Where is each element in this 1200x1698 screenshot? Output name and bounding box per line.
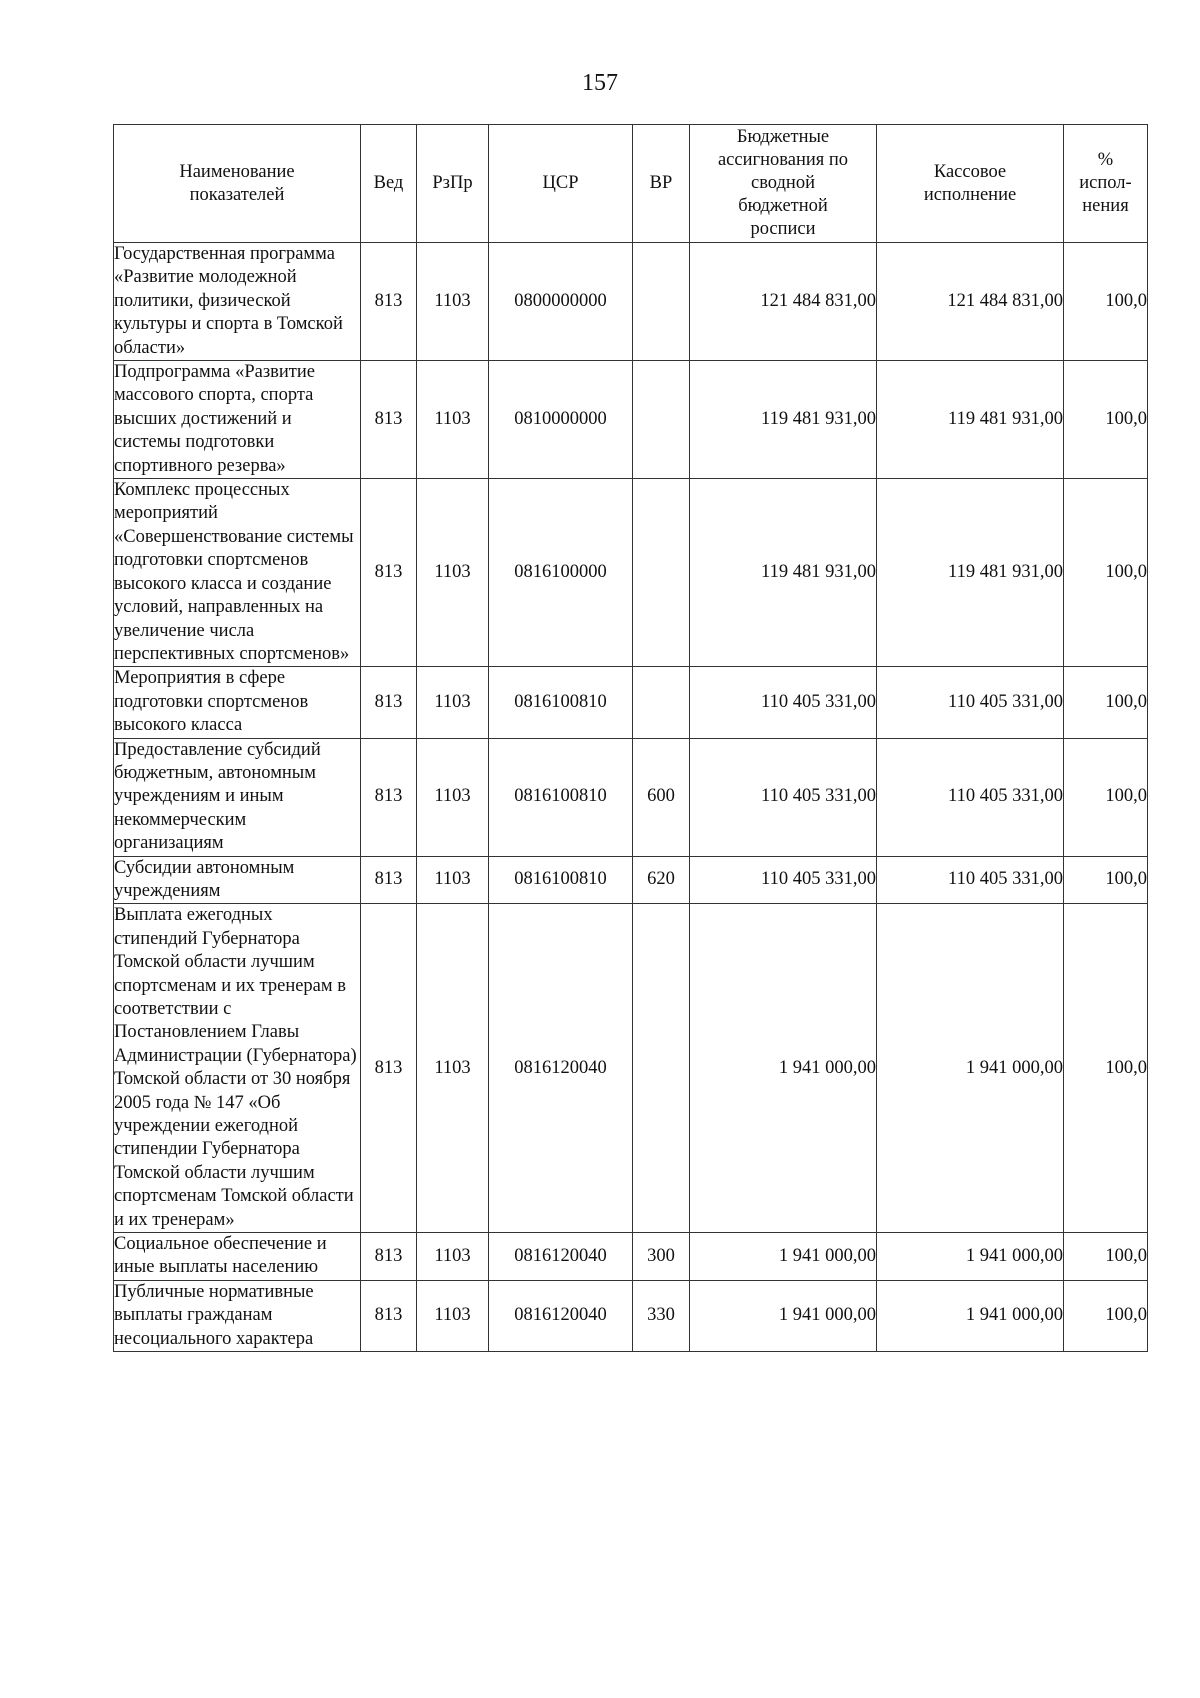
row-vr-cell: [633, 361, 690, 479]
row-name-cell: Предоставление субсидий бюджетным, автономным учреждениям и иным некоммерческим организациям: [114, 738, 361, 856]
row-executed-cell: 1 941 000,00: [877, 1280, 1064, 1351]
row-name-cell: Социальное обеспечение и иные выплаты населению: [114, 1233, 361, 1281]
row-percent-cell: 100,0: [1064, 479, 1148, 667]
row-percent-cell: 100,0: [1064, 243, 1148, 361]
row-executed-cell: 121 484 831,00: [877, 243, 1064, 361]
row-assigned-cell: 110 405 331,00: [690, 667, 877, 738]
row-csr-cell: 0816100810: [489, 738, 633, 856]
row-rzpr-cell: 1103: [417, 1280, 489, 1351]
table-row: [114, 904, 1148, 1233]
row-assigned-cell: 119 481 931,00: [690, 479, 877, 667]
row-ved-cell: 813: [361, 243, 417, 361]
row-assigned-cell: 1 941 000,00: [690, 904, 877, 1233]
row-name-cell: Выплата ежегодных стипендий Губернатора Томской области лучшим спортсменам и их тренерам в соответствии с Постановлением Главы Администрации (Губернатора) Томской области от 30 ноября 2005 года № 147 «Об учреждении ежегодной стипендии Губернатора Томской области лучшим спортсменам Томской области и их тренерам»: [114, 904, 361, 1233]
budget-execution-table: [113, 124, 1148, 1352]
row-percent-cell: 100,0: [1064, 1233, 1148, 1281]
row-csr-cell: 0816100000: [489, 479, 633, 667]
table-row: [114, 243, 1148, 361]
row-executed-cell: 1 941 000,00: [877, 904, 1064, 1233]
header-ved: Вед: [361, 125, 417, 243]
row-rzpr-cell: 1103: [417, 479, 489, 667]
row-ved-cell: 813: [361, 1280, 417, 1351]
row-assigned-cell: 1 941 000,00: [690, 1280, 877, 1351]
row-name-cell: Государственная программа «Развитие молодежной политики, физической культуры и спорта в Томской области»: [114, 243, 361, 361]
table-header-row: [114, 125, 1148, 243]
row-csr-cell: 0816100810: [489, 856, 633, 904]
table-row: [114, 667, 1148, 738]
row-csr-cell: 0810000000: [489, 361, 633, 479]
table-row: [114, 1280, 1148, 1351]
row-percent-cell: 100,0: [1064, 738, 1148, 856]
header-csr: ЦСР: [489, 125, 633, 243]
table-row: [114, 479, 1148, 667]
row-name-cell: Подпрограмма «Развитие массового спорта, спорта высших достижений и системы подготовки спортивного резерва»: [114, 361, 361, 479]
row-vr-cell: [633, 243, 690, 361]
row-executed-cell: 119 481 931,00: [877, 361, 1064, 479]
row-percent-cell: 100,0: [1064, 361, 1148, 479]
row-rzpr-cell: 1103: [417, 738, 489, 856]
row-executed-cell: 119 481 931,00: [877, 479, 1064, 667]
row-ved-cell: 813: [361, 856, 417, 904]
row-percent-cell: 100,0: [1064, 904, 1148, 1233]
row-percent-cell: 100,0: [1064, 667, 1148, 738]
row-ved-cell: 813: [361, 904, 417, 1233]
row-assigned-cell: 119 481 931,00: [690, 361, 877, 479]
row-name-cell: Субсидии автономным учреждениям: [114, 856, 361, 904]
row-executed-cell: 110 405 331,00: [877, 667, 1064, 738]
row-rzpr-cell: 1103: [417, 904, 489, 1233]
row-vr-cell: 300: [633, 1233, 690, 1281]
table-row: [114, 738, 1148, 856]
row-executed-cell: 1 941 000,00: [877, 1233, 1064, 1281]
page-number: 157: [582, 70, 618, 96]
row-name-cell: Комплекс процессных мероприятий «Совершенствование системы подготовки спортсменов высокого класса и создание условий, направленных на увеличение числа перспективных спортсменов»: [114, 479, 361, 667]
table-row: [114, 361, 1148, 479]
table-row: [114, 856, 1148, 904]
row-ved-cell: 813: [361, 667, 417, 738]
row-executed-cell: 110 405 331,00: [877, 738, 1064, 856]
row-csr-cell: 0816120040: [489, 904, 633, 1233]
row-ved-cell: 813: [361, 479, 417, 667]
row-rzpr-cell: 1103: [417, 1233, 489, 1281]
row-rzpr-cell: 1103: [417, 361, 489, 479]
row-assigned-cell: 110 405 331,00: [690, 738, 877, 856]
row-assigned-cell: 121 484 831,00: [690, 243, 877, 361]
row-name-cell: Мероприятия в сфере подготовки спортсменов высокого класса: [114, 667, 361, 738]
row-rzpr-cell: 1103: [417, 856, 489, 904]
row-ved-cell: 813: [361, 1233, 417, 1281]
row-rzpr-cell: 1103: [417, 243, 489, 361]
row-vr-cell: 620: [633, 856, 690, 904]
row-csr-cell: 0816100810: [489, 667, 633, 738]
header-percent: % испол-нения: [1064, 125, 1148, 243]
row-percent-cell: 100,0: [1064, 856, 1148, 904]
header-executed: Кассовое исполнение: [877, 125, 1064, 243]
row-vr-cell: [633, 667, 690, 738]
row-ved-cell: 813: [361, 361, 417, 479]
header-vr: ВР: [633, 125, 690, 243]
row-csr-cell: 0816120040: [489, 1233, 633, 1281]
row-ved-cell: 813: [361, 738, 417, 856]
row-assigned-cell: 1 941 000,00: [690, 1233, 877, 1281]
row-percent-cell: 100,0: [1064, 1280, 1148, 1351]
header-name: Наименование показателей: [114, 125, 361, 243]
row-csr-cell: 0800000000: [489, 243, 633, 361]
row-rzpr-cell: 1103: [417, 667, 489, 738]
row-vr-cell: 330: [633, 1280, 690, 1351]
row-csr-cell: 0816120040: [489, 1280, 633, 1351]
row-name-cell: Публичные нормативные выплаты гражданам несоциального характера: [114, 1280, 361, 1351]
row-vr-cell: [633, 904, 690, 1233]
row-vr-cell: 600: [633, 738, 690, 856]
row-vr-cell: [633, 479, 690, 667]
row-executed-cell: 110 405 331,00: [877, 856, 1064, 904]
header-rzpr: РзПр: [417, 125, 489, 243]
header-assigned: Бюджетные ассигнования по сводной бюджетной росписи: [690, 125, 877, 243]
table-row: [114, 1233, 1148, 1281]
row-assigned-cell: 110 405 331,00: [690, 856, 877, 904]
